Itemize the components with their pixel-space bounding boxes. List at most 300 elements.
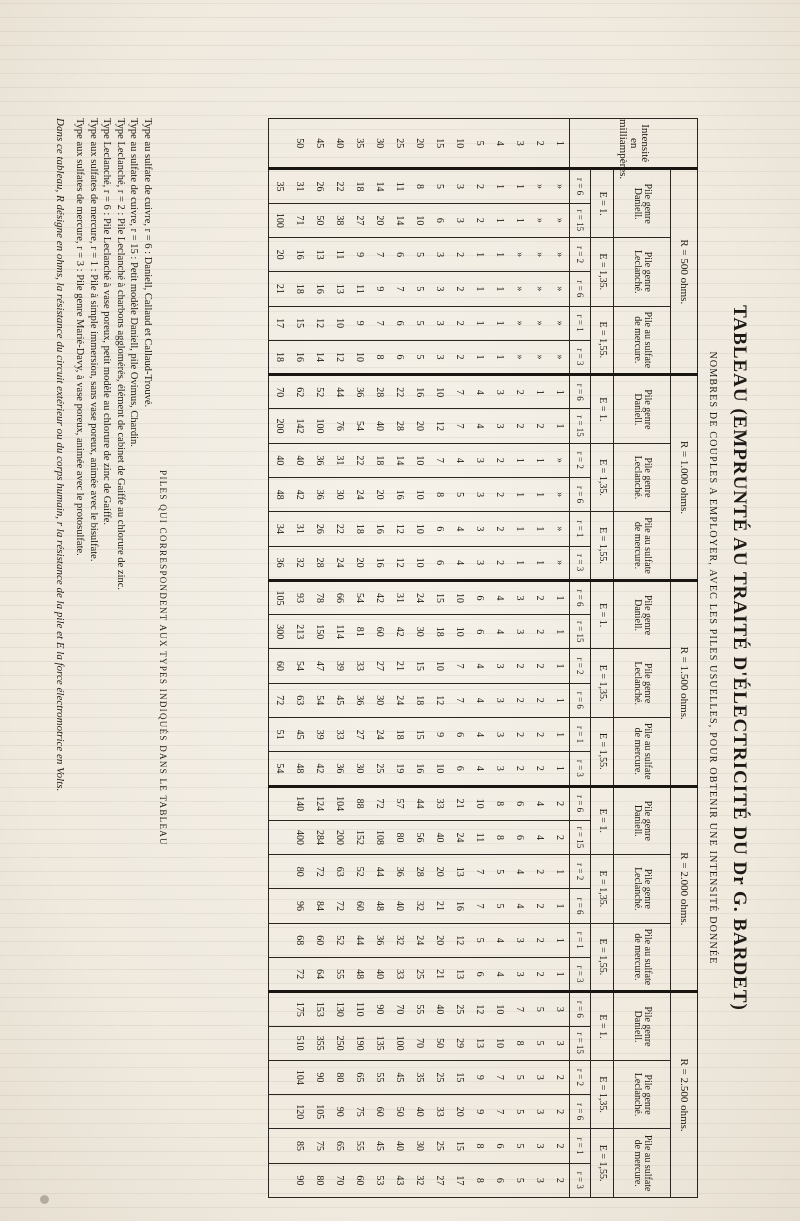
internal-resistance-header: r = 15: [570, 820, 591, 854]
value-cell: 3: [509, 580, 529, 614]
value-cell: 1: [549, 683, 570, 717]
pile-type-header: Pile genre Daniell.: [614, 992, 671, 1061]
value-cell: 42: [289, 477, 309, 511]
value-cell: 14: [369, 169, 389, 203]
internal-resistance-header: r = 15: [570, 1026, 591, 1060]
value-cell: 8: [489, 820, 509, 854]
legend-desc: Pile Leclanché à vase poreux, petit modèle au chlorure de zinc de Gaiffe.: [101, 217, 113, 526]
value-cell: 108: [369, 820, 389, 854]
emf-header: E = 1,35.: [591, 1060, 614, 1129]
value-cell: »: [509, 340, 529, 374]
value-cell: 70: [329, 1163, 349, 1197]
value-cell: 40: [369, 409, 389, 443]
value-cell: 5: [489, 855, 509, 889]
pile-type-header: Pile au sulfate de mercure.: [614, 923, 671, 992]
value-cell: 3: [489, 409, 509, 443]
emf-header: E = 1,55.: [591, 306, 614, 375]
value-cell: 14: [309, 340, 329, 374]
value-cell: 24: [389, 683, 409, 717]
internal-resistance-header: r = 6: [570, 272, 591, 306]
table-row: [389, 119, 409, 1198]
value-cell: »: [509, 272, 529, 306]
value-cell: 1: [549, 752, 570, 786]
value-cell: 3: [529, 1060, 549, 1094]
value-cell: 1: [529, 477, 549, 511]
value-cell: [269, 1095, 290, 1129]
value-cell: [269, 992, 290, 1026]
value-cell: 12: [469, 992, 489, 1026]
value-cell: 10: [449, 615, 469, 649]
value-cell: 4: [469, 409, 489, 443]
value-cell: 27: [369, 649, 389, 683]
table-note: Dans ce tableau, R désigne en ohms, la résistance du circuit extérieur ou du corps humain, r la résistance de la pile et E la force électromotrice en Volts.: [54, 118, 66, 792]
value-cell: 19: [389, 752, 409, 786]
value-cell: 10: [489, 1026, 509, 1060]
resistance-group-header: R = 1.000 ohms.: [671, 375, 698, 581]
value-cell: 355: [309, 1026, 329, 1060]
value-cell: 45: [329, 683, 349, 717]
value-cell: 1: [549, 717, 570, 751]
value-cell: 4: [469, 683, 489, 717]
value-cell: 22: [389, 375, 409, 409]
value-cell: 2: [509, 683, 529, 717]
value-cell: 2: [549, 786, 570, 820]
value-cell: 70: [269, 375, 290, 409]
value-cell: 54: [289, 649, 309, 683]
value-cell: 76: [329, 409, 349, 443]
legend-desc: Pile genre Marié-Davy, à vase poreux, animée avec le protosulfate.: [74, 274, 86, 556]
pile-type-header: Pile genre Daniell.: [614, 169, 671, 238]
intensity-cell: 40: [329, 119, 349, 169]
internal-resistance-header: r = 1: [570, 1129, 591, 1163]
pile-type-header: Pile au sulfate de mercure.: [614, 1129, 671, 1198]
value-cell: 35: [269, 169, 290, 203]
value-cell: 1: [549, 957, 570, 991]
value-cell: 4: [469, 717, 489, 751]
value-cell: 85: [289, 1129, 309, 1163]
value-cell: »: [529, 340, 549, 374]
value-cell: 90: [329, 1095, 349, 1129]
value-cell: 6: [389, 237, 409, 271]
value-cell: 10: [429, 649, 449, 683]
value-cell: 11: [389, 169, 409, 203]
value-cell: 96: [289, 889, 309, 923]
value-cell: 72: [289, 957, 309, 991]
value-cell: 1: [549, 889, 570, 923]
value-cell: 6: [469, 580, 489, 614]
value-cell: 7: [429, 443, 449, 477]
value-cell: 21: [449, 786, 469, 820]
emf-header: E = 1.: [591, 786, 614, 855]
value-cell: 78: [309, 580, 329, 614]
value-cell: 40: [429, 992, 449, 1026]
value-cell: 1: [549, 375, 570, 409]
internal-resistance-header: r = 6: [570, 683, 591, 717]
value-cell: 3: [489, 375, 509, 409]
value-cell: 3: [549, 992, 570, 1026]
value-cell: 16: [369, 512, 389, 546]
value-cell: 8: [469, 1163, 489, 1197]
value-cell: 1: [509, 443, 529, 477]
value-cell: 30: [329, 477, 349, 511]
legend-r: r = 2 :: [115, 189, 126, 216]
value-cell: 1: [509, 512, 529, 546]
value-cell: [269, 786, 290, 820]
value-cell: 13: [329, 272, 349, 306]
pile-type-header: Pile genre Leclanché.: [614, 855, 671, 924]
emf-header: E = 1,35.: [591, 237, 614, 306]
value-cell: 5: [509, 1060, 529, 1094]
value-cell: 20: [449, 1095, 469, 1129]
value-cell: 42: [369, 580, 389, 614]
table-row: [549, 119, 570, 1198]
emf-header: E = 1,35.: [591, 855, 614, 924]
value-cell: 2: [469, 169, 489, 203]
resistance-header-row: [671, 119, 698, 1198]
value-cell: [269, 1026, 290, 1060]
value-cell: 18: [389, 717, 409, 751]
value-cell: »: [549, 306, 570, 340]
value-cell: 25: [429, 1060, 449, 1094]
value-cell: 12: [389, 512, 409, 546]
legend-r: r = 15 :: [128, 228, 140, 260]
value-cell: 10: [409, 203, 429, 237]
value-cell: 26: [309, 512, 329, 546]
value-cell: 140: [289, 786, 309, 820]
value-cell: 6: [449, 752, 469, 786]
value-cell: 6: [429, 512, 449, 546]
intensity-cell: 35: [349, 119, 369, 169]
value-cell: »: [529, 169, 549, 203]
value-cell: 18: [349, 512, 369, 546]
legend-type: Type Leclanché,: [101, 118, 113, 188]
value-cell: 15: [429, 580, 449, 614]
value-cell: 16: [389, 477, 409, 511]
value-cell: 20: [369, 477, 389, 511]
value-cell: 3: [509, 957, 529, 991]
value-cell: 16: [369, 546, 389, 580]
value-cell: 1: [549, 580, 570, 614]
value-cell: 54: [349, 409, 369, 443]
value-cell: 66: [329, 580, 349, 614]
value-cell: 2: [489, 443, 509, 477]
value-cell: 1: [509, 169, 529, 203]
value-cell: 4: [489, 580, 509, 614]
value-cell: 16: [409, 752, 429, 786]
value-cell: 18: [349, 169, 369, 203]
value-cell: 8: [489, 786, 509, 820]
value-cell: 6: [429, 546, 449, 580]
value-cell: 43: [389, 1163, 409, 1197]
value-cell: 33: [349, 649, 369, 683]
value-cell: 20: [429, 855, 449, 889]
value-cell: 5: [409, 340, 429, 374]
value-cell: 1: [489, 203, 509, 237]
value-cell: 15: [409, 717, 429, 751]
value-cell: 16: [409, 375, 429, 409]
value-cell: 1: [489, 237, 509, 271]
value-cell: 64: [309, 957, 329, 991]
value-cell: 13: [469, 1026, 489, 1060]
value-cell: 55: [349, 1129, 369, 1163]
value-cell: 80: [289, 855, 309, 889]
internal-resistance-header: r = 6: [570, 477, 591, 511]
value-cell: 3: [509, 615, 529, 649]
value-cell: 5: [509, 1129, 529, 1163]
value-cell: 10: [409, 546, 429, 580]
value-cell: 11: [469, 820, 489, 854]
value-cell: 1: [509, 203, 529, 237]
value-cell: 2: [529, 717, 549, 751]
value-cell: 7: [509, 992, 529, 1026]
value-cell: 40: [429, 820, 449, 854]
table-body: [269, 119, 570, 1198]
value-cell: 88: [349, 786, 369, 820]
value-cell: 8: [409, 169, 429, 203]
value-cell: 32: [289, 546, 309, 580]
internal-resistance-header: r = 15: [570, 409, 591, 443]
value-cell: 2: [449, 340, 469, 374]
value-cell: 2: [489, 546, 509, 580]
value-cell: 40: [289, 443, 309, 477]
value-cell: 13: [449, 855, 469, 889]
value-cell: 72: [269, 683, 290, 717]
value-cell: 39: [309, 717, 329, 751]
value-cell: 24: [349, 477, 369, 511]
internal-resistance-header: r = 15: [570, 615, 591, 649]
value-cell: 27: [349, 203, 369, 237]
emf-header: E = 1.: [591, 169, 614, 238]
value-cell: 80: [309, 1163, 329, 1197]
value-cell: 100: [389, 1026, 409, 1060]
value-cell: 8: [469, 1129, 489, 1163]
value-cell: »: [529, 272, 549, 306]
legend-desc: Pile Leclanché à charbons agglomérés, élément de cabinet de Gaiffe au chlorure de zinc.: [115, 217, 126, 591]
value-cell: 10: [329, 306, 349, 340]
pile-type-header: Pile genre Leclanché.: [614, 649, 671, 718]
value-cell: 105: [269, 580, 290, 614]
value-cell: 8: [509, 1026, 529, 1060]
value-cell: 9: [349, 306, 369, 340]
value-cell: 6: [509, 786, 529, 820]
value-cell: 18: [369, 443, 389, 477]
value-cell: 40: [389, 1129, 409, 1163]
value-cell: 75: [349, 1095, 369, 1129]
table-row: [289, 119, 309, 1198]
paper-stain: [40, 1195, 49, 1204]
value-cell: 25: [409, 957, 429, 991]
legend-type: Type au sulfate de cuivre,: [142, 118, 153, 227]
value-cell: 24: [369, 717, 389, 751]
value-cell: 65: [349, 1060, 369, 1094]
value-cell: 55: [369, 1060, 389, 1094]
internal-resistance-header: r = 6: [570, 1095, 591, 1129]
value-cell: 6: [389, 340, 409, 374]
value-cell: 54: [309, 683, 329, 717]
pile-type-header: Pile genre Leclanché.: [614, 237, 671, 306]
value-cell: 1: [529, 546, 549, 580]
value-cell: 15: [449, 1129, 469, 1163]
value-cell: 175: [289, 992, 309, 1026]
value-cell: 72: [329, 889, 349, 923]
value-cell: 150: [309, 615, 329, 649]
internal-resistance-header: r = 15: [570, 203, 591, 237]
value-cell: 44: [409, 786, 429, 820]
value-cell: 2: [549, 1060, 570, 1094]
value-cell: 10: [409, 512, 429, 546]
value-cell: 3: [469, 477, 489, 511]
value-cell: 100: [309, 409, 329, 443]
value-cell: »: [549, 512, 570, 546]
value-cell: 10: [429, 375, 449, 409]
value-cell: 1: [529, 443, 549, 477]
value-cell: 90: [289, 1163, 309, 1197]
internal-resistance-header: r = 2: [570, 649, 591, 683]
intensity-cell: 4: [489, 119, 509, 169]
value-cell: [269, 1129, 290, 1163]
value-cell: »: [549, 203, 570, 237]
value-cell: 200: [329, 820, 349, 854]
value-cell: 10: [409, 443, 429, 477]
value-cell: 60: [349, 1163, 369, 1197]
value-cell: 100: [269, 203, 290, 237]
internal-resistance-header: r = 6: [570, 375, 591, 409]
value-cell: 5: [409, 237, 429, 271]
value-cell: 200: [269, 409, 290, 443]
value-cell: 3: [469, 512, 489, 546]
value-cell: 21: [429, 957, 449, 991]
value-cell: 31: [289, 512, 309, 546]
value-cell: 2: [549, 1095, 570, 1129]
internal-resistance-header: r = 6: [570, 889, 591, 923]
value-cell: 152: [349, 820, 369, 854]
legend-desc: Daniell, Callaud et Callaud-Trouvé.: [142, 256, 153, 408]
emf-header: E = 1,35.: [591, 443, 614, 512]
value-cell: 1: [489, 169, 509, 203]
value-cell: 2: [529, 683, 549, 717]
value-cell: 153: [309, 992, 329, 1026]
value-cell: 12: [429, 409, 449, 443]
value-cell: 1: [469, 237, 489, 271]
legend-line: [87, 118, 101, 938]
value-cell: 3: [489, 717, 509, 751]
value-cell: 36: [369, 923, 389, 957]
value-cell: 25: [449, 992, 469, 1026]
value-cell: 33: [329, 717, 349, 751]
value-cell: 4: [469, 375, 489, 409]
value-cell: 36: [309, 477, 329, 511]
value-cell: 2: [449, 272, 469, 306]
value-cell: 2: [549, 820, 570, 854]
legend-line: [73, 118, 87, 938]
resistance-group-header: R = 2.500 ohms.: [671, 992, 698, 1198]
value-cell: 3: [489, 683, 509, 717]
value-cell: 135: [369, 1026, 389, 1060]
value-cell: 2: [549, 1163, 570, 1197]
value-cell: 1: [469, 272, 489, 306]
value-cell: 60: [369, 1095, 389, 1129]
value-cell: 300: [269, 615, 290, 649]
value-cell: 2: [529, 409, 549, 443]
value-cell: 27: [349, 717, 369, 751]
value-cell: 16: [449, 889, 469, 923]
value-cell: 24: [329, 546, 349, 580]
value-cell: 57: [389, 786, 409, 820]
legend-line: [100, 118, 114, 938]
value-cell: 12: [429, 683, 449, 717]
legend-line: [127, 118, 141, 938]
table-row: [309, 119, 329, 1198]
table-row: [529, 119, 549, 1198]
value-cell: 93: [289, 580, 309, 614]
value-cell: 29: [449, 1026, 469, 1060]
table-row: [489, 119, 509, 1198]
emf-header: E = 1.: [591, 992, 614, 1061]
value-cell: 39: [329, 649, 349, 683]
value-cell: 72: [369, 786, 389, 820]
value-cell: 10: [429, 752, 449, 786]
value-cell: 45: [389, 1060, 409, 1094]
resistance-group-header: R = 1.500 ohms.: [671, 580, 698, 786]
value-cell: 55: [409, 992, 429, 1026]
value-cell: 5: [449, 477, 469, 511]
value-cell: 75: [309, 1129, 329, 1163]
intensity-cell: 1: [549, 119, 570, 169]
internal-resistance-header: r = 3: [570, 957, 591, 991]
value-cell: 4: [489, 957, 509, 991]
value-cell: 105: [309, 1095, 329, 1129]
value-cell: 2: [489, 477, 509, 511]
internal-resistance-header: r = 2: [570, 443, 591, 477]
value-cell: 9: [429, 717, 449, 751]
value-cell: 32: [389, 923, 409, 957]
value-cell: 6: [389, 306, 409, 340]
value-cell: 7: [489, 1060, 509, 1094]
value-cell: 65: [329, 1129, 349, 1163]
value-cell: 48: [369, 889, 389, 923]
value-cell: 4: [469, 649, 489, 683]
value-cell: 1: [489, 272, 509, 306]
table-title: TABLEAU (EMPRUNTÉ AU TRAITÉ D'ÉLECTRICITÉ DU Dr G. BARDET): [729, 305, 750, 1011]
value-cell: »: [549, 272, 570, 306]
value-cell: 18: [409, 683, 429, 717]
value-cell: »: [549, 477, 570, 511]
resistance-group-header: R = 2.000 ohms.: [671, 786, 698, 992]
pile-type-header: Pile genre Daniell.: [614, 786, 671, 855]
value-cell: [269, 957, 290, 991]
emf-header: E = 1,55.: [591, 923, 614, 992]
value-cell: 2: [449, 306, 469, 340]
value-cell: 9: [349, 237, 369, 271]
value-cell: 2: [529, 889, 549, 923]
value-cell: 7: [449, 683, 469, 717]
value-cell: 1: [469, 340, 489, 374]
value-cell: 7: [469, 855, 489, 889]
value-cell: 40: [369, 957, 389, 991]
value-cell: 48: [349, 957, 369, 991]
value-cell: 11: [349, 272, 369, 306]
value-cell: 2: [529, 649, 549, 683]
value-cell: 3: [429, 237, 449, 271]
value-cell: 70: [409, 1026, 429, 1060]
value-cell: 10: [409, 477, 429, 511]
value-cell: 12: [309, 306, 329, 340]
value-cell: 31: [389, 580, 409, 614]
pile-type-header: Pile genre Daniell.: [614, 580, 671, 649]
value-cell: 90: [309, 1060, 329, 1094]
value-cell: 6: [429, 203, 449, 237]
value-cell: 5: [409, 272, 429, 306]
